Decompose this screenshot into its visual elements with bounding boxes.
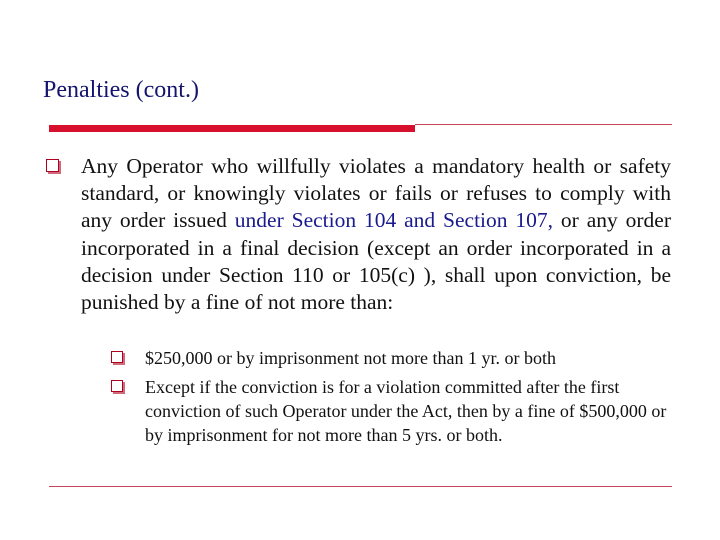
bottom-rule [49,486,672,487]
main-bullet-part-1: Any Operator who willfully violates a mandatory health or safety standard, or knowingly violates or fails or refuses to comply with any order issued [81,154,671,233]
main-bullet-part-3: or any order incorporated in a final decision (except an order incorporated in a decision under Section 110 or 105(c) ), shall upon conviction, be punished by a fine of not more than: [81,208,671,315]
main-bullet-text [81,153,671,316]
main-bullet-highlight: under Section 104 and Section 107, [234,208,554,233]
title-accent-rule [49,125,415,132]
sub-bullet-first-offense: $250,000 or by imprisonment not more than 1 yr. or both [145,348,556,368]
slide-title: Penalties (cont.) [43,77,199,103]
title-rule-extension [415,124,672,125]
sub-bullet-repeat-offense: Except if the conviction is for a violation committed after the first conviction of such Operator under the Act, then by a fine of $500,000 or by imprisonment for not more than 5 yrs. or both. [145,377,667,445]
square-bullet-icon [111,351,123,363]
square-bullet-icon [46,159,59,172]
square-bullet-icon [111,380,123,392]
